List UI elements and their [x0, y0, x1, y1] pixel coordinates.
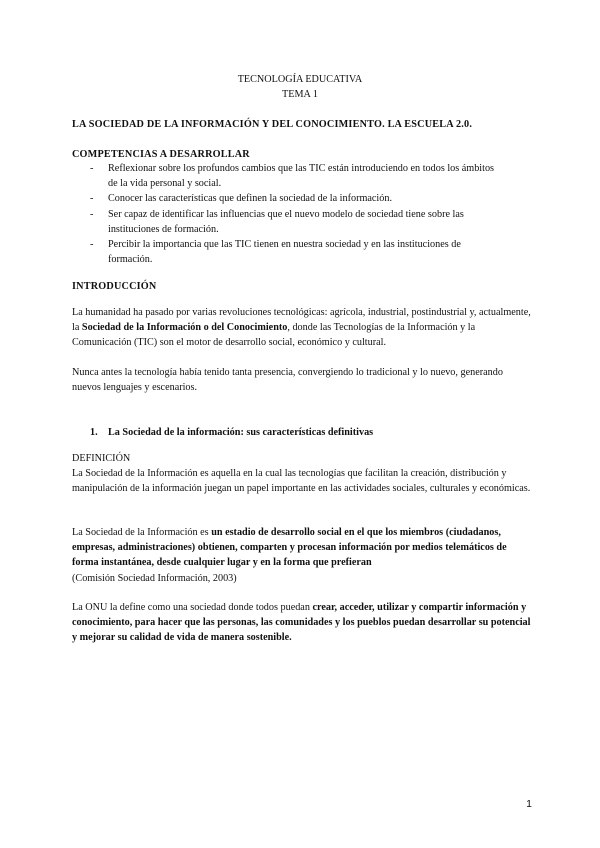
introduccion-paragraph-2: Nunca antes la tecnología había tenido tanta presencia, convergiendo lo tradicional y lo nuevo, generando nuevos lenguajes y escenarios.: [72, 367, 503, 394]
page-number: 1: [526, 798, 532, 810]
document-title: LA SOCIEDAD DE LA INFORMACIÓN Y DEL CONOCIMIENTO. LA ESCUELA 2.0.: [72, 119, 473, 130]
definicion-paragraph-1: La Sociedad de la Información es aquella en la cual las tecnologías que facilitan la creación, distribución y manipulación de la información juegan un papel importante en las actividades sociales, culturales y económicas.: [72, 468, 531, 495]
onu-paragraph: La ONU la define como una sociedad donde todos puedan crear, acceder, utilizar y compartir información y conocimiento, para hacer que las personas, las comunidades y los pueblos puedan desarrollar su potencial y mejorar su calidad de vida de manera sostenible.: [72, 602, 531, 644]
section-number: 1.: [90, 427, 98, 438]
list-item: - Ser capaz de identificar las influencias que el nuevo modelo de sociedad tiene sobre las instituciones de formación.: [90, 208, 464, 235]
competencias-list: [72, 161, 502, 267]
dash-bullet: -: [90, 239, 94, 251]
course-title: TECNOLOGÍA EDUCATIVA: [237, 74, 363, 85]
definicion-paragraph-2: La Sociedad de la Información es un estadio de desarrollo social en el que los miembros (ciudadanos, empresas, administraciones) obtienen, comparten y procesan información por medios telemáticos de forma instantánea, desde cualquier lugar y en la forma que prefieran (Comisión Sociedad Información, 2003): [72, 527, 507, 584]
dash-bullet: -: [90, 193, 94, 205]
citation: (Comisión Sociedad Información, 2003): [72, 572, 237, 584]
dash-bullet: -: [90, 163, 94, 174]
list-item: - Conocer las características que definen la sociedad de la información.: [72, 191, 502, 206]
section-title: La Sociedad de la información: sus características definitivas: [108, 427, 374, 438]
topic-title: TEMA 1: [282, 89, 318, 100]
competencias-heading: COMPETENCIAS A DESARROLLAR: [72, 149, 250, 160]
definicion-label: DEFINICIÓN: [72, 453, 131, 464]
list-item: - Reflexionar sobre los profundos cambios que las TIC están introduciendo en todos los ámbitos de la vida personal y social.: [90, 163, 495, 190]
introduccion-paragraph-1: La humanidad ha pasado por varias revoluciones tecnológicas: agrícola, industrial, postindustrial y, actualmente, la Sociedad de la Información o del Conocimiento, donde las Tecnologías de la Información y la Comunicación (TIC) son el motor de desarrollo social, económico y cultural.: [72, 307, 531, 349]
dash-bullet: -: [90, 208, 94, 220]
introduccion-heading: INTRODUCCIÓN: [72, 281, 157, 292]
list-item: - Percibir la importancia que las TIC tienen en nuestra sociedad y en las instituciones de formación.: [90, 239, 461, 266]
